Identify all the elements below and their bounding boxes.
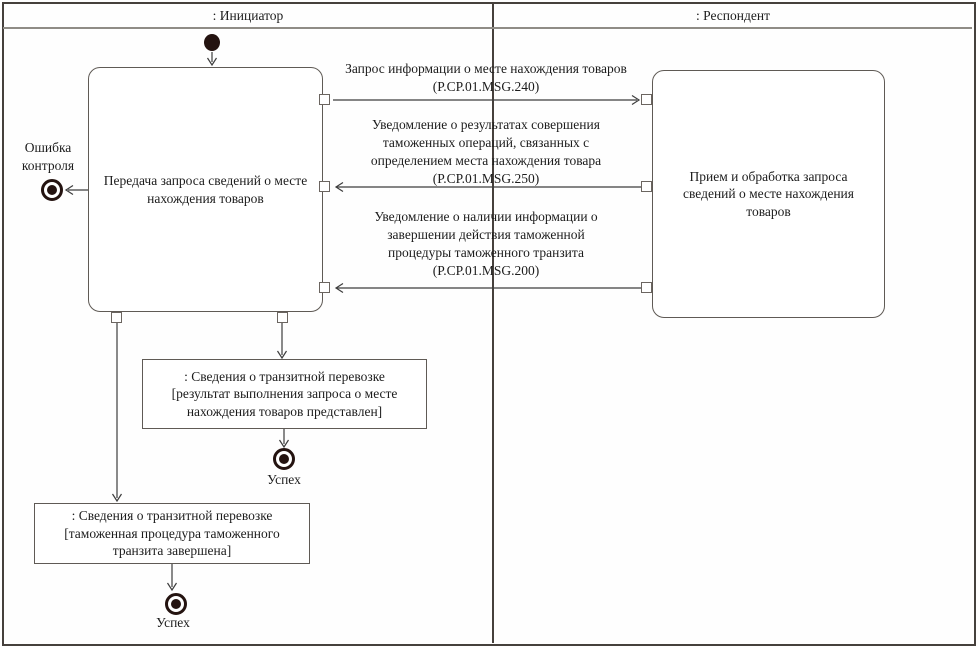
activity-initiator xyxy=(88,67,323,312)
activity-initiator-label: Передача запроса сведений о месте нахождения товаров xyxy=(103,173,308,206)
activity-respondent-label: Прием и обработка запроса сведений о месте нахождения товаров xyxy=(683,168,854,219)
initial-state-node xyxy=(204,34,220,51)
port-initiator-right-1 xyxy=(319,94,330,105)
success1-final-state-dot xyxy=(279,454,289,464)
object-state-2: : Сведения о транзитной перевозке [таможенная процедура таможенного транзита завершена] xyxy=(34,503,310,564)
success1-label: Успех xyxy=(267,472,301,487)
port-respondent-left-3 xyxy=(641,282,652,293)
success1-final-state-node xyxy=(273,448,295,470)
success2-final-state-dot xyxy=(171,599,181,609)
port-initiator-right-3 xyxy=(319,282,330,293)
port-initiator-bottom-1 xyxy=(111,312,122,323)
error-final-label: Ошибка контроля xyxy=(21,140,75,173)
swimlane-divider xyxy=(492,3,494,643)
error-final-state-dot xyxy=(47,185,57,195)
msg-240-label: Запрос информации о месте нахождения товаров (P.CP.01.MSG.240) xyxy=(345,61,627,94)
error-final-state-node xyxy=(41,179,63,201)
activity-respondent xyxy=(652,70,885,318)
success2-label: Успех xyxy=(156,615,190,630)
success2-final-state-node xyxy=(165,593,187,615)
lane-title-respondent: : Респондент xyxy=(696,8,770,23)
port-respondent-left-2 xyxy=(641,181,652,192)
port-respondent-left-1 xyxy=(641,94,652,105)
port-initiator-right-2 xyxy=(319,181,330,192)
header-rule xyxy=(3,27,972,29)
port-initiator-bottom-2 xyxy=(277,312,288,323)
object-state-1: : Сведения о транзитной перевозке [результат выполнения запроса о месте нахождения товаров представлен] xyxy=(142,359,427,429)
lane-title-initiator: : Инициатор xyxy=(212,8,284,23)
msg-200-label: Уведомление о наличии информации о завершении действия таможенной процедуры таможенного транзита (P.CP.01.MSG.200) xyxy=(374,209,598,278)
msg-250-label: Уведомление о результатах совершения таможенных операций, связанных с определением места нахождения товара (P.CP.01.MSG.250) xyxy=(370,117,602,186)
